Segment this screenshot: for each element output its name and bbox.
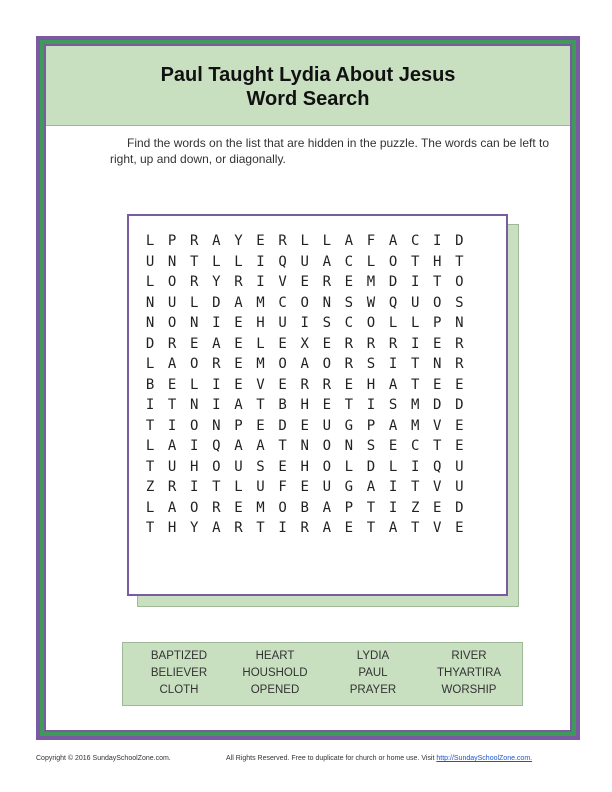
grid-letter: U <box>234 458 243 475</box>
word-bank-column-3 <box>323 648 423 699</box>
grid-letter: A <box>388 520 398 536</box>
grid-letter: P <box>344 499 354 516</box>
page-frame <box>36 36 580 740</box>
grid-letter: E <box>433 335 442 352</box>
grid-letter: D <box>455 499 464 516</box>
grid-letter: A <box>167 438 177 454</box>
grid-letter: D <box>388 274 398 290</box>
grid-letter: A <box>256 438 265 454</box>
grid-row <box>139 395 470 416</box>
grid-letter: N <box>212 417 221 434</box>
frame-green-stripe <box>40 40 576 736</box>
grid-letter: L <box>212 253 221 270</box>
grid-letter: U <box>322 479 332 495</box>
grid-letter: N <box>344 438 354 454</box>
word-bank-item: CLOTH <box>159 684 199 696</box>
grid-letter: R <box>190 233 199 249</box>
grid-letter: O <box>190 356 199 372</box>
grid-letter: O <box>388 253 398 270</box>
grid-letter: E <box>300 274 309 290</box>
grid-letter: G <box>344 479 354 495</box>
grid-letter: O <box>190 499 199 516</box>
word-bank-item: BELIEVER <box>150 667 208 679</box>
grid-letter: L <box>234 479 243 495</box>
grid-letter: L <box>388 458 398 475</box>
grid-letter: N <box>322 294 332 311</box>
grid-letter: W <box>366 294 376 311</box>
grid-letter: E <box>167 376 177 393</box>
grid-letter: U <box>455 458 464 475</box>
grid-letter: O <box>167 274 177 290</box>
word-bank-item: HOUSHOLD <box>242 667 308 679</box>
grid-letter: L <box>190 376 199 393</box>
grid-letter: H <box>366 376 376 393</box>
grid-row <box>139 293 470 314</box>
grid-letter: Q <box>388 294 398 311</box>
grid-row <box>139 436 470 457</box>
grid-letter: T <box>190 253 199 270</box>
grid-letter: I <box>300 315 309 331</box>
grid-letter: L <box>344 458 354 475</box>
grid-letter: O <box>300 294 309 311</box>
grid-letter: Y <box>212 274 221 290</box>
grid-letter: U <box>322 417 332 434</box>
grid-letter: D <box>278 417 287 434</box>
grid-letter: I <box>145 397 155 413</box>
grid-row <box>139 477 470 498</box>
site-link[interactable]: http://SundaySchoolZone.com. <box>436 755 533 762</box>
grid-letter: A <box>300 356 309 372</box>
grid-letter: Y <box>190 520 199 536</box>
grid-letter: E <box>234 356 243 372</box>
grid-letter: H <box>300 397 309 413</box>
grid-letter: A <box>234 438 243 454</box>
grid-letter: A <box>388 417 398 434</box>
grid-letter: I <box>190 438 199 454</box>
grid-letter: R <box>278 233 287 249</box>
grid-letter: T <box>433 438 442 454</box>
grid-letter: T <box>167 397 177 413</box>
grid-letter: P <box>433 315 442 331</box>
grid-letter: Z <box>145 479 155 495</box>
grid-letter: A <box>322 520 332 536</box>
grid-letter: E <box>433 499 442 516</box>
grid-letter: I <box>167 417 177 434</box>
grid-letter: R <box>300 376 309 393</box>
grid-letter: S <box>455 294 464 311</box>
word-bank-item: LYDIA <box>356 650 390 662</box>
grid-letter: E <box>455 438 464 454</box>
grid-letter: V <box>433 417 442 434</box>
grid-letter: T <box>410 356 420 372</box>
word-bank-item: WORSHIP <box>441 684 497 696</box>
grid-letter: T <box>366 520 376 536</box>
grid-row <box>139 272 470 293</box>
grid-letter: T <box>410 376 420 393</box>
grid-letter: P <box>234 417 243 434</box>
grid-letter: U <box>167 294 177 311</box>
grid-letter: O <box>190 417 199 434</box>
grid-letter: E <box>256 233 265 249</box>
frame-purple-stripe <box>44 44 572 732</box>
grid-letter: R <box>167 335 177 352</box>
grid-letter: E <box>234 315 243 331</box>
grid-row <box>139 416 470 437</box>
grid-letter: R <box>455 356 464 372</box>
grid-letter: A <box>388 376 398 393</box>
grid-letter: D <box>433 397 442 413</box>
title-band <box>46 46 570 126</box>
word-bank-column-4 <box>419 648 519 699</box>
grid-letter: S <box>366 356 376 372</box>
grid-letter: V <box>433 520 442 536</box>
grid-letter: U <box>278 315 287 331</box>
grid-letter: R <box>455 335 464 352</box>
grid-letter: R <box>190 274 199 290</box>
grid-letter: R <box>212 499 221 516</box>
grid-letter: D <box>366 458 376 475</box>
grid-letter: L <box>145 499 155 516</box>
grid-letter: R <box>167 479 177 495</box>
grid-letter: O <box>167 315 177 331</box>
word-bank-item: PAUL <box>358 667 388 679</box>
grid-row <box>139 457 470 478</box>
grid-letter: I <box>366 397 376 413</box>
grid-letter: V <box>278 274 287 290</box>
grid-letter: M <box>410 397 420 413</box>
grid-letter: H <box>167 520 177 536</box>
grid-letter: R <box>212 356 221 372</box>
grid-letter: T <box>278 438 287 454</box>
grid-letter: R <box>344 356 354 372</box>
grid-letter: N <box>145 315 155 331</box>
grid-letter: E <box>234 499 243 516</box>
grid-letter: I <box>212 397 221 413</box>
grid-letter: T <box>410 479 420 495</box>
grid-letter: L <box>256 335 265 352</box>
grid-letter: L <box>190 294 199 311</box>
word-bank-column-1 <box>129 648 229 699</box>
grid-row <box>139 498 470 519</box>
grid-letter: I <box>190 479 199 495</box>
grid-row <box>139 313 470 334</box>
grid-letter: T <box>256 397 265 413</box>
grid-letter: I <box>278 520 287 536</box>
grid-letter: N <box>167 253 177 270</box>
grid-letter: O <box>455 274 464 290</box>
grid-letter: E <box>344 520 354 536</box>
word-bank <box>122 642 523 706</box>
grid-letter: U <box>410 294 420 311</box>
grid-letter: I <box>410 335 420 352</box>
grid-letter: T <box>212 479 221 495</box>
word-bank-item: HEART <box>255 650 295 662</box>
grid-letter: O <box>433 294 442 311</box>
grid-letter: R <box>366 335 376 352</box>
grid-letter: U <box>300 253 309 270</box>
grid-letter: E <box>190 335 199 352</box>
copyright-text: Copyright © 2016 SundaySchoolZone.com. <box>36 755 171 762</box>
grid-letter: A <box>212 335 221 352</box>
grid-letter: E <box>433 376 442 393</box>
page-title <box>46 46 570 111</box>
grid-letter: O <box>212 458 221 475</box>
grid-letter: E <box>388 438 398 454</box>
grid-letter: E <box>234 376 243 393</box>
footer-rights <box>226 755 532 762</box>
grid-letter: B <box>300 499 309 516</box>
grid-letter: O <box>322 438 332 454</box>
word-bank-item: PRAYER <box>349 684 397 696</box>
grid-letter: C <box>410 233 420 249</box>
rights-text: All Rights Reserved. Free to duplicate for church or home use. Visit <box>226 755 435 762</box>
grid-letter: E <box>455 376 464 393</box>
grid-letter: T <box>433 274 442 290</box>
grid-letter: E <box>300 417 309 434</box>
grid-letter: E <box>234 335 243 352</box>
grid-letter: E <box>344 274 354 290</box>
grid-letter: T <box>410 253 420 270</box>
grid-letter: M <box>256 356 265 372</box>
grid-letter: I <box>410 458 420 475</box>
word-bank-item: BAPTIZED <box>150 650 208 662</box>
grid-letter: L <box>145 233 155 249</box>
grid-letter: A <box>322 499 332 516</box>
grid-letter: S <box>388 397 398 413</box>
grid-letter: R <box>322 376 332 393</box>
grid-letter: C <box>278 294 287 311</box>
grid-letter: E <box>322 335 332 352</box>
grid-letter: D <box>212 294 221 311</box>
grid-letter: Q <box>433 458 442 475</box>
grid-letter: I <box>256 253 265 270</box>
grid-letter: A <box>388 233 398 249</box>
grid-letter: T <box>145 520 155 536</box>
grid-letter: I <box>212 315 221 331</box>
grid-letter: F <box>278 479 287 495</box>
puzzle-box <box>127 214 508 596</box>
grid-letter: P <box>167 233 177 249</box>
grid-letter: P <box>366 417 376 434</box>
grid-letter: T <box>256 520 265 536</box>
title-line-2: Word Search <box>246 88 370 110</box>
grid-letter: E <box>300 479 309 495</box>
grid-letter: G <box>344 417 354 434</box>
grid-letter: I <box>388 499 398 516</box>
grid-letter: N <box>145 294 155 311</box>
grid-letter: H <box>433 253 442 270</box>
grid-letter: I <box>256 274 265 290</box>
grid-letter: A <box>212 520 221 536</box>
grid-letter: O <box>322 356 332 372</box>
grid-letter: I <box>410 274 420 290</box>
grid-letter: A <box>322 253 332 270</box>
grid-letter: X <box>300 335 309 352</box>
grid-letter: T <box>145 417 155 434</box>
grid-letter: H <box>190 458 199 475</box>
title-line-1: Paul Taught Lydia About Jesus <box>160 64 456 86</box>
instructions-text: Find the words on the list that are hidden in the puzzle. The words can be left to right, up and down, or diagonally. <box>110 136 550 166</box>
grid-letter: O <box>366 315 376 331</box>
grid-letter: L <box>388 315 398 331</box>
grid-letter: H <box>300 458 309 475</box>
grid-letter: O <box>278 499 287 516</box>
grid-letter: M <box>410 417 420 434</box>
grid-letter: N <box>433 356 442 372</box>
grid-letter: V <box>433 479 442 495</box>
grid-letter: E <box>278 335 287 352</box>
grid-letter: R <box>300 520 309 536</box>
grid-letter: O <box>322 458 332 475</box>
grid-letter: N <box>300 438 309 454</box>
grid-row <box>139 518 470 539</box>
grid-letter: L <box>410 315 420 331</box>
grid-letter: T <box>145 458 155 475</box>
grid-letter: A <box>167 356 177 372</box>
grid-letter: O <box>278 356 287 372</box>
grid-letter: E <box>322 397 332 413</box>
grid-letter: T <box>366 499 376 516</box>
grid-letter: U <box>167 458 177 475</box>
grid-letter: N <box>190 397 199 413</box>
grid-letter: I <box>388 356 398 372</box>
grid-letter: T <box>410 520 420 536</box>
grid-letter: B <box>145 376 155 393</box>
grid-letter: E <box>278 376 287 393</box>
grid-letter: C <box>344 315 354 331</box>
grid-letter: S <box>322 315 332 331</box>
grid-letter: N <box>455 315 464 331</box>
grid-letter: F <box>366 233 376 249</box>
grid-letter: E <box>256 417 265 434</box>
grid-letter: N <box>190 315 199 331</box>
word-bank-item: RIVER <box>451 650 487 662</box>
word-bank-item: THYARTIRA <box>436 667 502 679</box>
grid-letter: Q <box>212 438 221 454</box>
grid-letter: L <box>145 356 155 372</box>
grid-letter: C <box>344 253 354 270</box>
grid-letter: M <box>366 274 376 290</box>
grid-letter: U <box>256 479 265 495</box>
grid-letter: L <box>234 253 243 270</box>
grid-letter: L <box>366 253 376 270</box>
grid-letter: E <box>455 520 464 536</box>
grid-letter: R <box>388 335 398 352</box>
grid-letter: M <box>256 294 265 311</box>
grid-letter: I <box>212 376 221 393</box>
grid-row <box>139 375 470 396</box>
grid-letter: L <box>145 274 155 290</box>
grid-letter: R <box>234 520 243 536</box>
grid-letter: D <box>455 233 464 249</box>
grid-letter: R <box>234 274 243 290</box>
grid-letter: R <box>344 335 354 352</box>
grid-letter: S <box>366 438 376 454</box>
grid-letter: A <box>234 294 243 311</box>
grid-letter: L <box>300 233 309 249</box>
grid-letter: E <box>344 376 354 393</box>
grid-letter: S <box>256 458 265 475</box>
grid-letter: C <box>410 438 420 454</box>
grid-letter: D <box>145 335 155 352</box>
grid-letter: T <box>344 397 354 413</box>
grid-letter: A <box>234 397 243 413</box>
grid-row <box>139 354 470 375</box>
grid-letter: A <box>344 233 354 249</box>
grid-letter: M <box>256 499 265 516</box>
grid-letter: V <box>256 376 265 393</box>
grid-letter: H <box>256 315 265 331</box>
letter-grid <box>139 231 470 539</box>
grid-row <box>139 231 470 252</box>
grid-letter: A <box>366 479 376 495</box>
grid-letter: A <box>212 233 221 249</box>
grid-letter: D <box>455 397 464 413</box>
grid-letter: Y <box>234 233 243 249</box>
grid-row <box>139 252 470 273</box>
word-bank-item: OPENED <box>250 684 300 696</box>
grid-letter: T <box>455 253 464 270</box>
grid-letter: Q <box>278 253 287 270</box>
grid-letter: E <box>455 417 464 434</box>
grid-letter: B <box>278 397 287 413</box>
grid-letter: L <box>145 438 155 454</box>
grid-letter: U <box>455 479 464 495</box>
grid-letter: I <box>388 479 398 495</box>
grid-letter: A <box>167 499 177 516</box>
grid-row <box>139 334 470 355</box>
grid-letter: E <box>278 458 287 475</box>
word-bank-column-2 <box>225 648 325 699</box>
grid-letter: S <box>344 294 354 311</box>
worksheet-content <box>46 46 570 730</box>
grid-letter: U <box>145 253 155 270</box>
grid-letter: L <box>322 233 332 249</box>
grid-letter: R <box>322 274 332 290</box>
grid-letter: I <box>433 233 442 249</box>
grid-letter: Z <box>410 499 420 516</box>
